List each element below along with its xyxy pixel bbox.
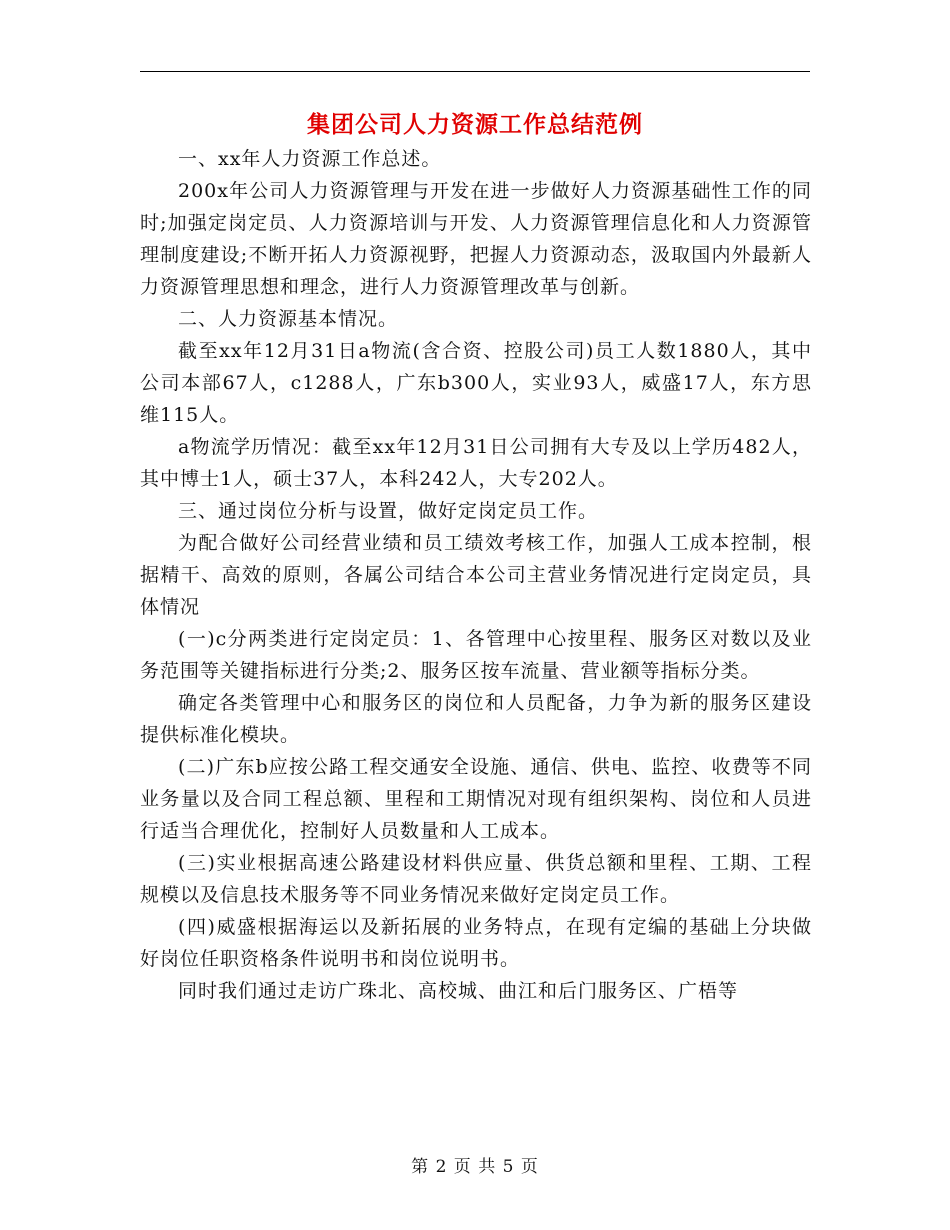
paragraph-overview: 200x年公司人力资源管理与开发在进一步做好人力资源基础性工作的同时;加强定岗定员、人力资源培训与开发、人力资源管理信息化和人力资源管理制度建设;不断开拓人力资源视野，把握人力资源动态，汲取国内外最新人力资源管理思想和理念，进行人力资源管理改革与创新。 (140, 180, 812, 298)
header-rule (140, 71, 810, 72)
section-heading-3: 三、通过岗位分析与设置，做好定岗定员工作。 (178, 500, 599, 522)
section-heading-2: 二、人力资源基本情况。 (178, 308, 399, 330)
paragraph-item-2: (二)广东b应按公路工程交通安全设施、通信、供电、监控、收费等不同业务量以及合同工程总额、里程和工期情况对现有组织架构、岗位和人员进行适当合理优化，控制好人员数量和人工成本。 (140, 756, 812, 842)
page-number: 第 2 页 共 5 页 (411, 1157, 539, 1177)
document-title: 集团公司人力资源工作总结范例 (307, 112, 643, 138)
paragraph-staffing-intro: 为配合做好公司经营业绩和员工绩效考核工作，加强人工成本控制，根据精干、高效的原则，各属公司结合本公司主营业务情况进行定岗定员，具体情况 (140, 532, 812, 618)
section-heading-1: 一、xx年人力资源工作总述。 (178, 148, 442, 170)
document-body (140, 143, 812, 1007)
paragraph-item-1: (一)c分两类进行定岗定员：1、各管理中心按里程、服务区对数以及业务范围等关键指标进行分类;2、服务区按车流量、营业额等指标分类。 (140, 628, 812, 682)
paragraph-education: a物流学历情况：截至xx年12月31日公司拥有大专及以上学历482人，其中博士1人，硕士37人，本科242人，大专202人。 (140, 436, 812, 490)
paragraph-item-3: (三)实业根据高速公路建设材料供应量、供货总额和里程、工期、工程规模以及信息技术服务等不同业务情况来做好定岗定员工作。 (140, 852, 812, 906)
paragraph-item-4: (四)威盛根据海运以及新拓展的业务特点，在现有定编的基础上分块做好岗位任职资格条件说明书和岗位说明书。 (140, 916, 812, 970)
paragraph-standardization: 确定各类管理中心和服务区的岗位和人员配备，力争为新的服务区建设提供标准化模块。 (140, 692, 812, 746)
paragraph-continued: 同时我们通过走访广珠北、高校城、曲江和后门服务区、广梧等 (178, 980, 739, 1002)
paragraph-headcount: 截至xx年12月31日a物流(含合资、控股公司)员工人数1880人，其中公司本部67人，c1288人，广东b300人，实业93人，威盛17人，东方思维115人。 (140, 340, 812, 426)
